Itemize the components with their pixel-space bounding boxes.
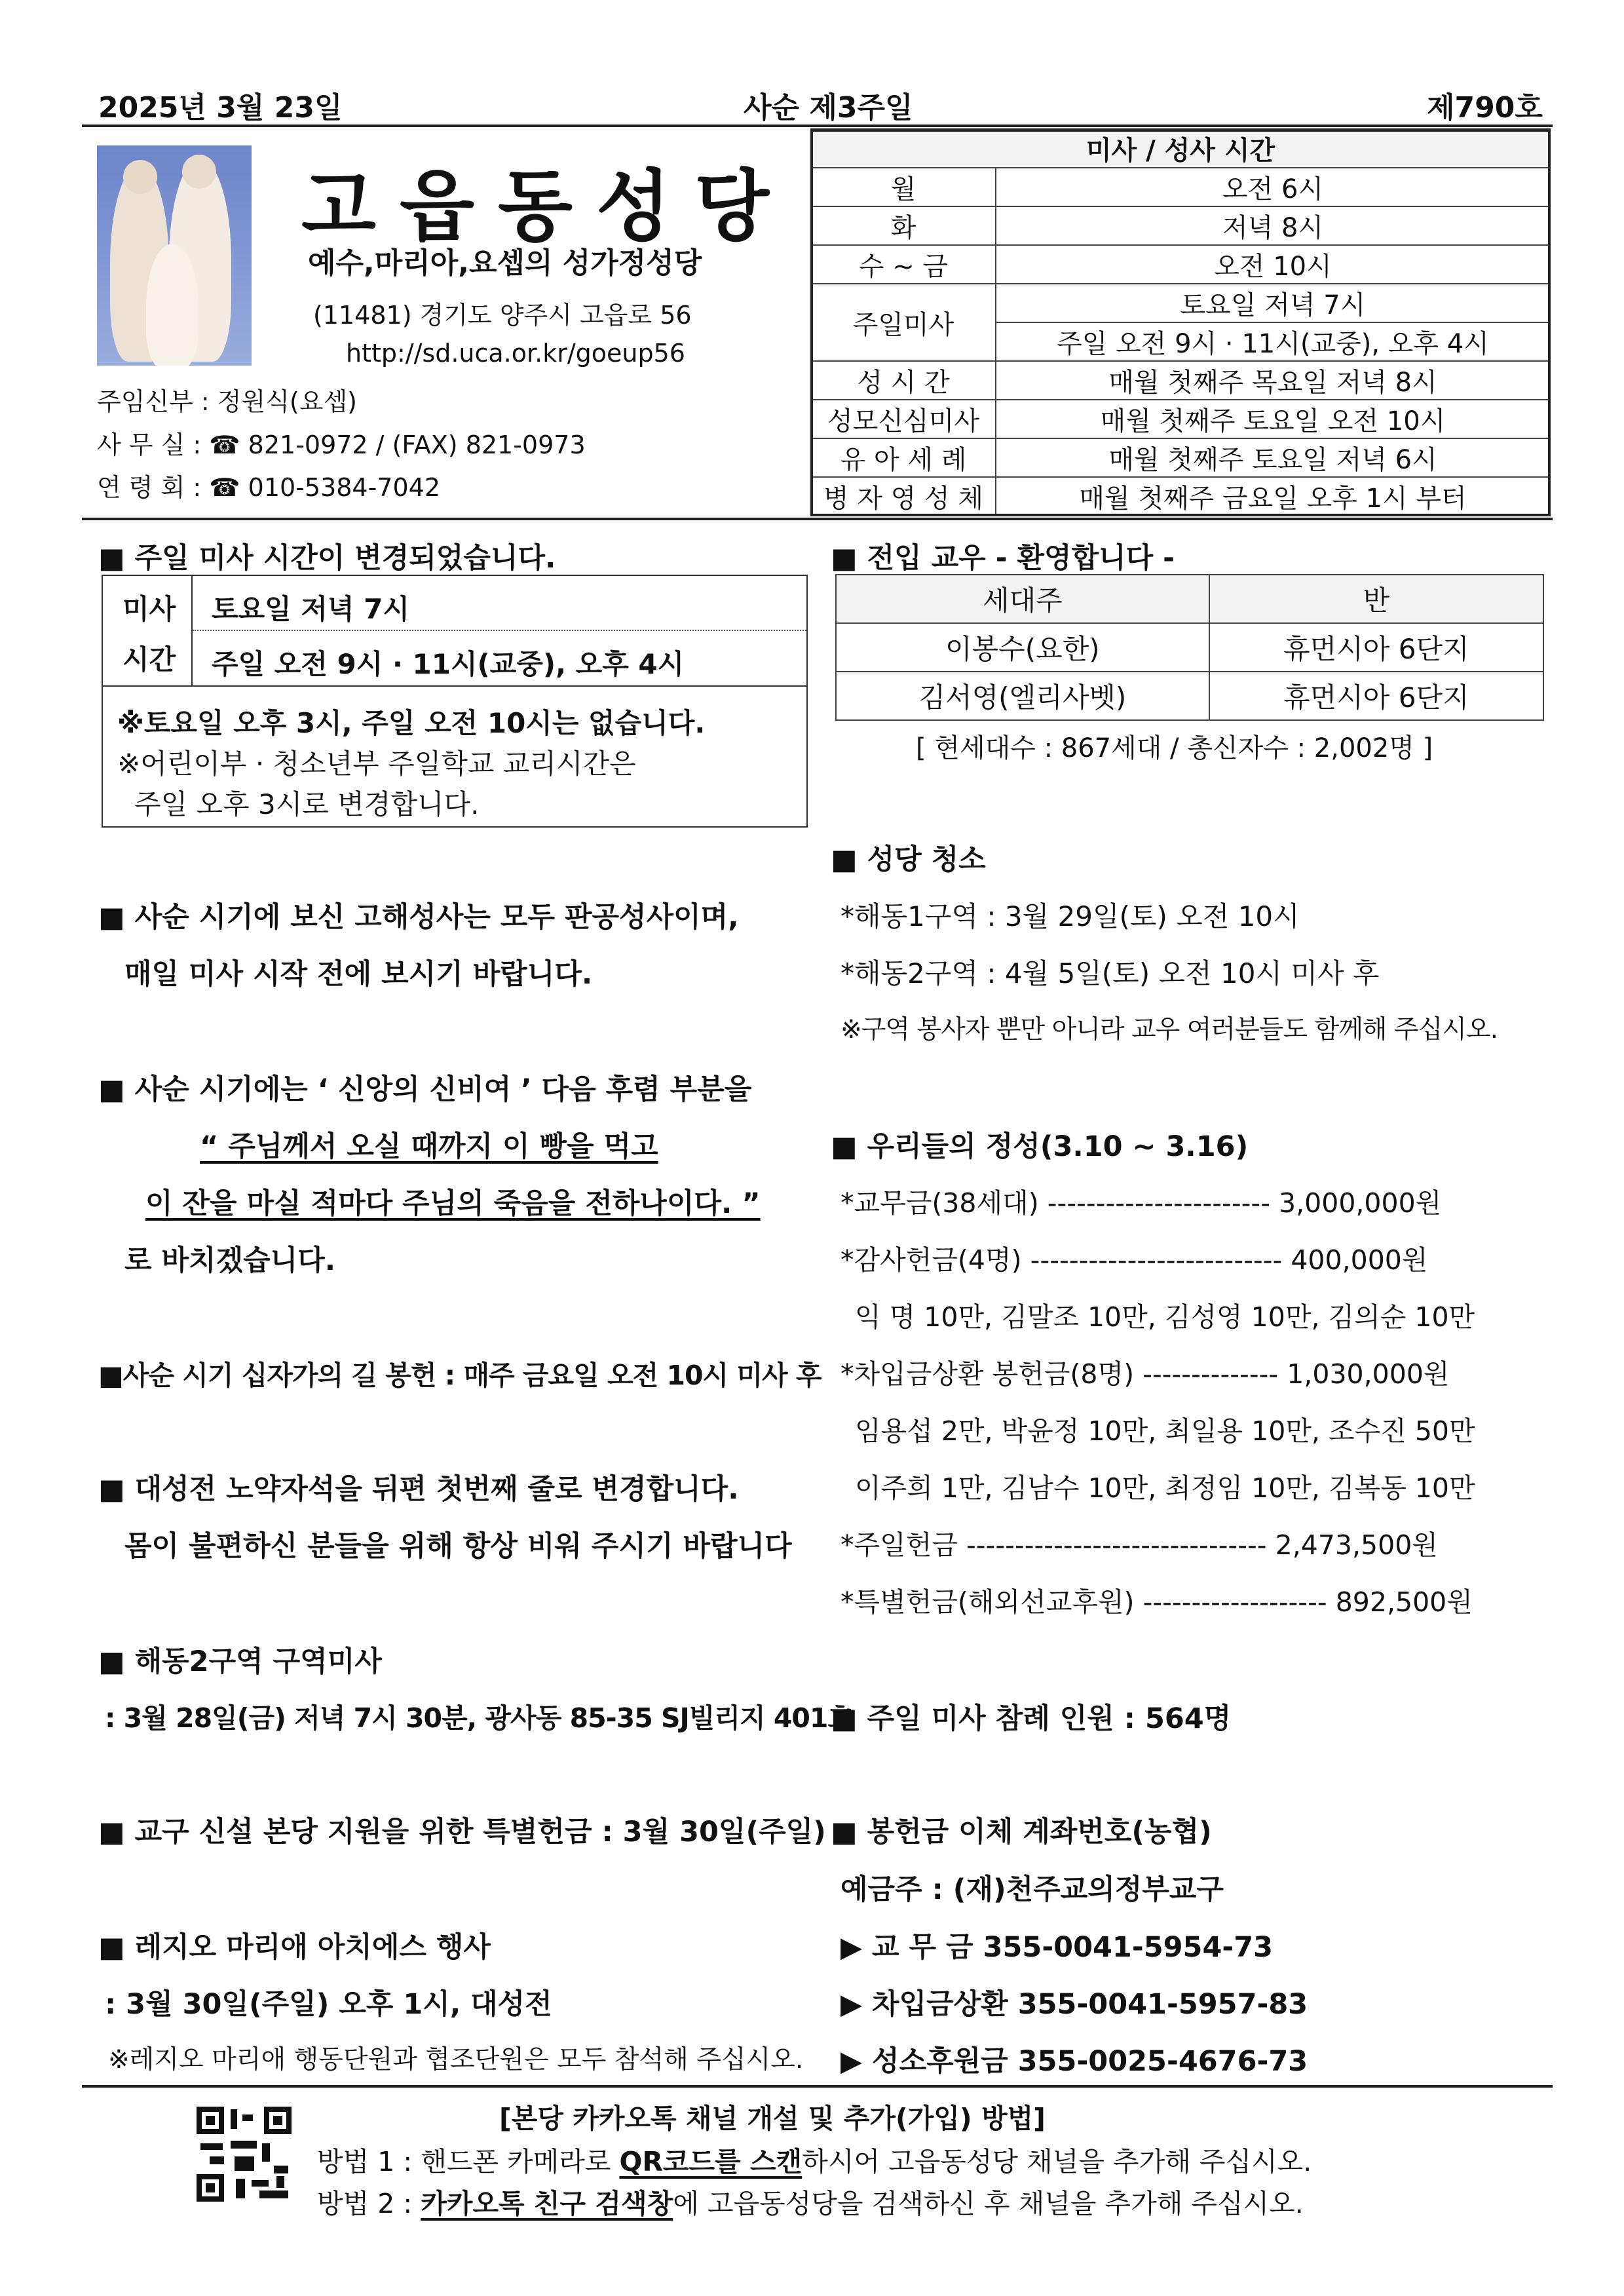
acclamation-notice: ■ 사순 시기에는 ‘ 신앙의 신비여 ’ 다음 후렴 부분을 xyxy=(98,1073,752,1106)
cleaning-schedule: *해동2구역 : 4월 5일(토) 오전 10시 미사 후 xyxy=(840,957,1380,989)
cleaning-heading: ■ 성당 청소 xyxy=(831,843,986,876)
schedule-label: 수 ~ 금 xyxy=(811,245,996,284)
footer-title: [본당 카카오톡 채널 개설 및 추가(가입) 방법] xyxy=(499,2103,1046,2134)
schedule-label: 유 아 세 례 xyxy=(811,438,996,477)
schedule-value: 매월 첫째주 목요일 저녁 8시 xyxy=(996,361,1550,400)
special-offering-notice: ■ 교구 신설 본당 지원을 위한 특별헌금 : 3월 30일(주일) xyxy=(98,1816,826,1848)
table-row xyxy=(836,623,1543,672)
account-holder: 예금주 : (재)천주교의정부교구 xyxy=(840,1873,1224,1906)
attendance-count: ■ 주일 미사 참례 인원 : 564명 xyxy=(831,1702,1232,1735)
table-row xyxy=(811,206,1550,245)
table-cell: 김서영(엘리사벳) xyxy=(836,672,1209,720)
offering-names: 익 명 10만, 김말조 10만, 김성영 10만, 김의순 10만 xyxy=(855,1301,1475,1333)
header-rule xyxy=(82,124,1553,127)
acclamation-notice-end: 로 바치겠습니다. xyxy=(124,1244,336,1277)
change-heading: ■ 주일 미사 시간이 변경되었습니다. xyxy=(98,542,556,575)
box-divider xyxy=(193,630,806,631)
method-text: 하시어 고읍동성당 채널을 추가해 주십시오. xyxy=(802,2146,1312,2177)
pastor-info: 주임신부 : 정원식(요셉) xyxy=(97,387,357,416)
district-mass-heading: ■ 해동2구역 구역미사 xyxy=(98,1645,382,1678)
welcome-heading: ■ 전입 교우 - 환영합니다 - xyxy=(831,542,1175,575)
offering-line: *감사헌금(4명) -------------------------- 400,000원 xyxy=(840,1244,1428,1276)
schedule-label: 화 xyxy=(811,206,996,245)
holy-family-statue-image xyxy=(97,145,252,366)
account-number: ▶ 교 무 금 355-0041-5954-73 xyxy=(840,1931,1274,1964)
schedule-title: 미사 / 성사 시간 xyxy=(811,129,1550,168)
seats-notice: ■ 대성전 노약자석을 뒤편 첫번째 줄로 변경합니다. xyxy=(98,1473,739,1506)
new-parishioners-table xyxy=(835,574,1544,721)
table-row xyxy=(811,438,1550,477)
method-emphasis: QR코드를 스캔 xyxy=(619,2146,803,2177)
schedule-label: 월 xyxy=(811,168,996,206)
legio-detail: : 3월 30일(주일) 오후 1시, 대성전 xyxy=(105,1988,552,2021)
section-rule xyxy=(82,518,1553,520)
account-number: ▶ 성소후원금 355-0025-4676-73 xyxy=(840,2045,1308,2078)
change-row: 주일 오전 9시 · 11시(교중), 오후 4시 xyxy=(212,648,685,680)
legio-note: ※레지오 마리애 행동단원과 협조단원은 모두 참석해 주십시오. xyxy=(108,2045,804,2075)
kakao-method-1 xyxy=(317,2140,1312,2179)
schedule-value: 매월 첫째주 금요일 오후 1시 부터 xyxy=(996,477,1550,516)
offering-names: 이주희 1만, 김남수 10만, 최정임 10만, 김복동 10만 xyxy=(855,1472,1475,1504)
kakao-method-2 xyxy=(317,2182,1304,2221)
kakao-qr-code[interactable] xyxy=(197,2107,292,2202)
issue-number: 제790호 xyxy=(1427,91,1543,124)
schedule-label: 주일미사 xyxy=(811,284,996,361)
cleaning-note: ※구역 봉사자 뿐만 아니라 교우 여러분들도 함께해 주십시오. xyxy=(840,1015,1498,1044)
office-phone: 사 무 실 : ☎ 821-0972 / (FAX) 821-0973 xyxy=(97,430,586,459)
method-label: 방법 1 : 핸드폰 카메라로 xyxy=(317,2146,620,2177)
table-cell: 이봉수(요한) xyxy=(836,623,1209,672)
schedule-value: 주일 오전 9시 · 11시(교중), 오후 4시 xyxy=(996,322,1550,361)
schedule-label: 성 시 간 xyxy=(811,361,996,400)
schedule-value: 토요일 저녁 7시 xyxy=(996,284,1550,322)
table-cell: 휴먼시아 6단지 xyxy=(1209,623,1543,672)
confession-notice-line2: 매일 미사 시작 전에 보시기 바랍니다. xyxy=(124,958,593,991)
schedule-value: 오전 6시 xyxy=(996,168,1550,206)
method-label: 방법 2 : xyxy=(317,2188,421,2219)
mass-change-box xyxy=(102,575,808,828)
method-emphasis: 카카오톡 친구 검색창 xyxy=(421,2188,673,2219)
stations-notice: ■사순 시기 십자가의 길 봉헌 : 매주 금요일 오전 10시 미사 후 xyxy=(98,1360,821,1391)
column-header: 반 xyxy=(1209,575,1543,623)
footer-rule xyxy=(82,2085,1553,2088)
confession-notice: ■ 사순 시기에 보신 고해성사는 모두 판공성사이며, xyxy=(98,901,739,934)
offering-heading: ■ 우리들의 정성(3.10 ~ 3.16) xyxy=(831,1130,1249,1163)
method-text: 에 고읍동성당을 검색하신 후 채널을 추가해 주십시오. xyxy=(673,2188,1304,2219)
table-row xyxy=(811,477,1550,516)
table-row xyxy=(811,400,1550,438)
acclamation-text: 이 잔을 마실 적마다 주님의 죽음을 전하나이다. ” xyxy=(145,1187,761,1220)
parish-stats: [ 현세대수 : 867세대 / 총신자수 : 2,002명 ] xyxy=(916,733,1433,763)
liturgical-season: 사순 제3주일 xyxy=(744,91,913,124)
schedule-value: 매월 첫째주 토요일 저녁 6시 xyxy=(996,438,1550,477)
table-cell: 휴먼시아 6단지 xyxy=(1209,672,1543,720)
issue-date: 2025년 3월 23일 xyxy=(98,91,343,124)
account-number: ▶ 차입금상환 355-0041-5957-83 xyxy=(840,1988,1308,2021)
column-header: 세대주 xyxy=(836,575,1209,623)
offering-line: *차입금상환 봉헌금(8명) -------------- 1,030,000원 xyxy=(840,1358,1450,1390)
change-label: 미사 xyxy=(123,593,176,625)
table-row xyxy=(811,361,1550,400)
legio-heading: ■ 레지오 마리애 아치에스 행사 xyxy=(98,1931,491,1964)
account-heading: ■ 봉헌금 이체 계좌번호(농협) xyxy=(831,1816,1212,1848)
church-url[interactable]: http://sd.uca.or.kr/goeup56 xyxy=(346,339,685,368)
council-phone: 연 령 회 : ☎ 010-5384-7042 xyxy=(97,473,441,502)
district-mass-detail: : 3월 28일(금) 저녁 7시 30분, 광사동 85-35 SJ빌리지 401호 xyxy=(105,1702,854,1734)
change-note: ※토요일 오후 3시, 주일 오전 10시는 없습니다. xyxy=(117,707,706,739)
schedule-label: 병 자 영 성 체 xyxy=(811,477,996,516)
mass-schedule-table xyxy=(810,128,1551,516)
change-row: 토요일 저녁 7시 xyxy=(212,593,409,625)
table-row xyxy=(811,168,1550,206)
table-row xyxy=(811,284,1550,322)
table-row xyxy=(811,245,1550,284)
church-subtitle: 예수,마리아,요셉의 성가정성당 xyxy=(308,246,702,280)
schedule-value: 매월 첫째주 토요일 오전 10시 xyxy=(996,400,1550,438)
offering-names: 임용섭 2만, 박윤정 10만, 최일용 10만, 조수진 50만 xyxy=(855,1415,1475,1447)
table-header-row xyxy=(836,575,1543,623)
church-name: 고읍동성당 xyxy=(301,161,793,252)
change-label: 시간 xyxy=(123,643,176,676)
seats-notice-line2: 몸이 불편하신 분들을 위해 항상 비워 주시기 바랍니다 xyxy=(124,1530,792,1563)
box-divider xyxy=(103,685,806,687)
schedule-value: 오전 10시 xyxy=(996,245,1550,284)
change-note: 주일 오후 3시로 변경합니다. xyxy=(134,788,480,820)
cleaning-schedule: *해동1구역 : 3월 29일(토) 오전 10시 xyxy=(840,900,1300,932)
offering-line: *교무금(38세대) ----------------------- 3,000,000원 xyxy=(840,1187,1442,1219)
schedule-value: 저녁 8시 xyxy=(996,206,1550,245)
change-note: ※어린이부 · 청소년부 주일학교 교리시간은 xyxy=(117,748,636,780)
table-row xyxy=(836,672,1543,720)
offering-line: *주일헌금 ------------------------------- 2,473,500원 xyxy=(840,1529,1438,1561)
acclamation-text: “ 주님께서 오실 때까지 이 빵을 먹고 xyxy=(200,1130,658,1163)
church-address: (11481) 경기도 양주시 고읍로 56 xyxy=(313,301,692,330)
schedule-label: 성모신심미사 xyxy=(811,400,996,438)
offering-line: *특별헌금(해외선교후원) ------------------- 892,500원 xyxy=(840,1586,1473,1618)
